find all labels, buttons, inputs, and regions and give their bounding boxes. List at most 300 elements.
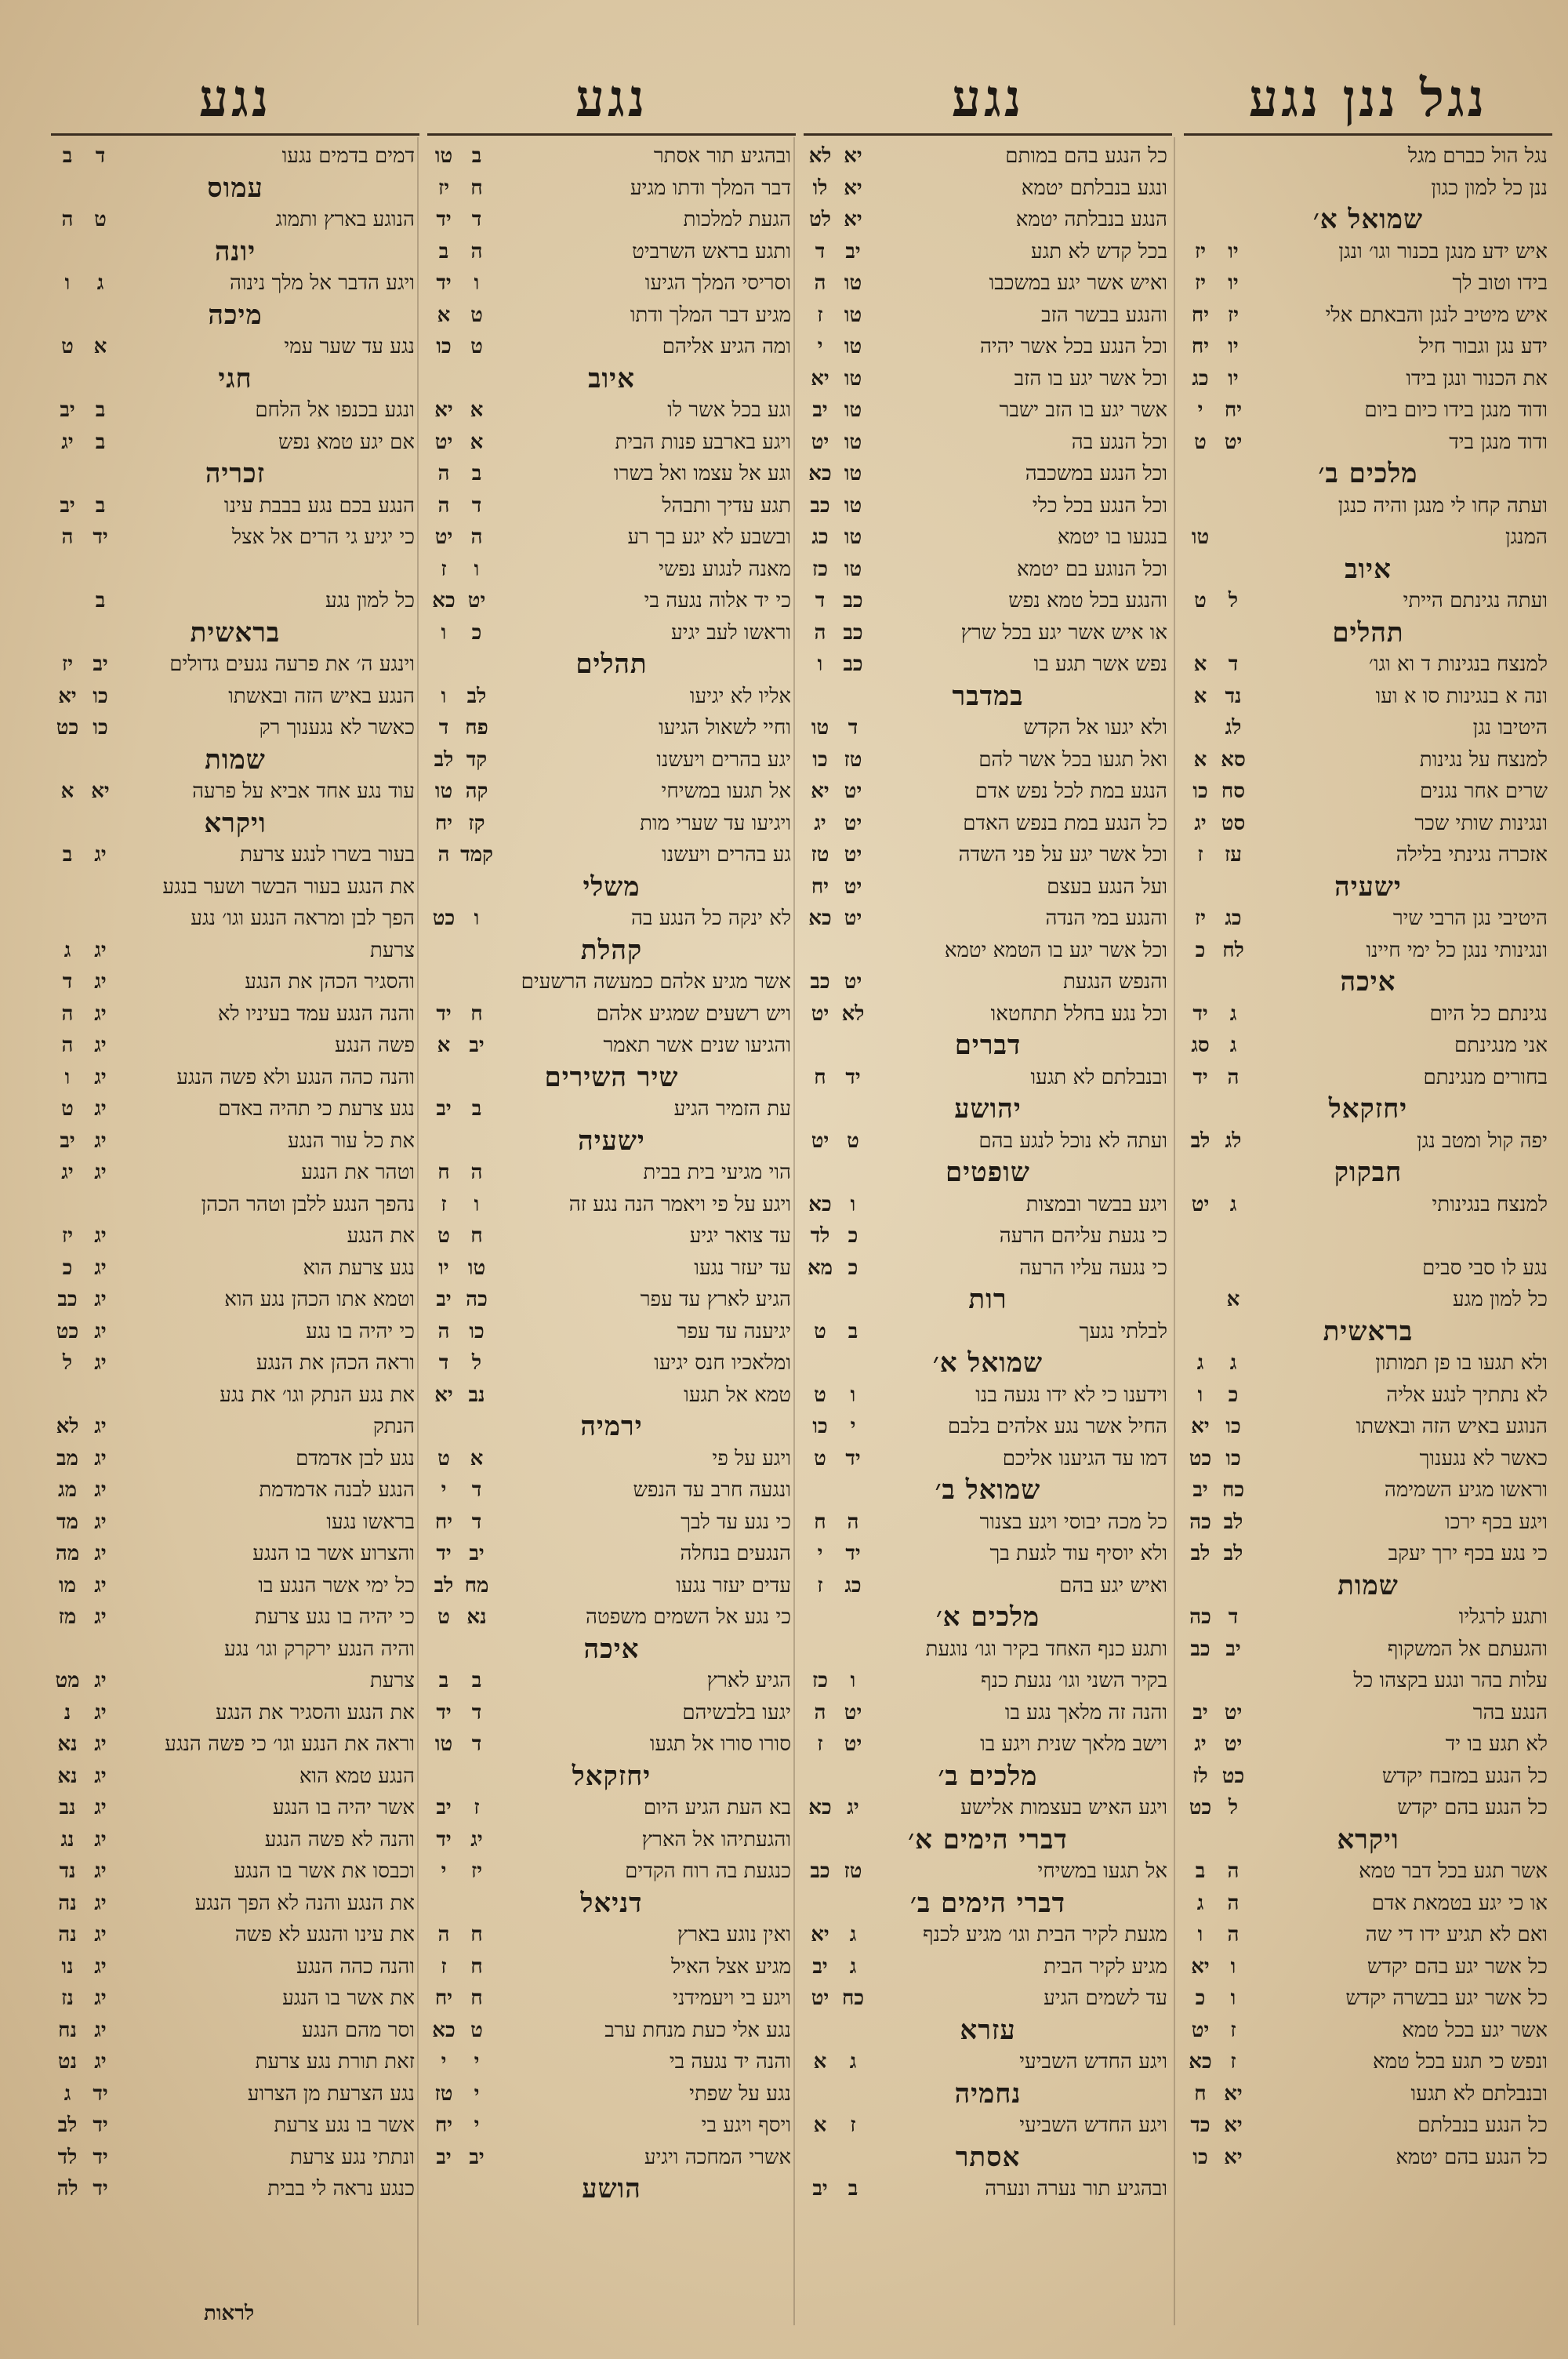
concordance-entry [1184, 1888, 1552, 1920]
verse-number: כג [811, 525, 829, 549]
verse-number: ה [437, 462, 450, 485]
chapter-number: ח [470, 1923, 483, 1946]
chapter-number: כח [841, 1986, 865, 2010]
concordance-entry [51, 935, 419, 967]
verse-number: ה [61, 525, 74, 549]
chapter-number: ד [471, 493, 482, 518]
entry-text: והנה כהה הנגע ולא פשה הנגע [176, 1065, 415, 1089]
chapter-number: ד [1228, 652, 1239, 676]
concordance-entry [427, 1347, 796, 1379]
chapter-number: ה [470, 239, 483, 264]
concordance-entry [51, 712, 419, 744]
entry-text: והנה הנגע עמד בעיניו לא [217, 1001, 415, 1026]
chapter-number: יג [94, 1161, 107, 1184]
verse-number: יב [60, 493, 75, 518]
concordance-entry [1184, 1697, 1552, 1729]
book-heading: קהלת [580, 934, 643, 966]
verse-number: נא [57, 1764, 78, 1788]
verse-number: כא [808, 462, 832, 485]
concordance-entry [427, 1507, 796, 1539]
verse-number: ב [438, 239, 449, 264]
concordance-entry [51, 394, 419, 427]
verse-number: כה [1189, 1605, 1211, 1629]
entry-text: וכל הנגע בכל אשר יהיה [979, 335, 1167, 358]
verse-number: יא [434, 1383, 453, 1407]
entry-text: כאשר לא נגענוך רק [259, 716, 415, 740]
verse-number: יד [436, 1700, 452, 1725]
entry-text: יגיענה עד עפר [677, 1319, 791, 1343]
entry-text: הנגע באיש הזה ובאשתו [228, 684, 415, 708]
entry-text: כי נגע בכף ירך יעקב [1388, 1542, 1548, 1565]
verse-number: כז [812, 1669, 828, 1692]
chapter-number: ל [471, 1351, 482, 1375]
chapter-number: ב [95, 430, 106, 454]
entry-text: את כל עור הנגע [288, 1129, 415, 1153]
concordance-entry [427, 267, 796, 300]
book-heading: זכריה [205, 458, 266, 489]
verse-number: ט [61, 1097, 74, 1121]
verse-number: יט [811, 1129, 829, 1153]
concordance-entry [804, 1379, 1172, 1412]
entry-text: ונגע בנבלתם יטמא [1021, 176, 1167, 200]
chapter-number: יט [1224, 1732, 1243, 1756]
concordance-entry [1184, 998, 1552, 1030]
entry-text: מגיע לקיר הבית [1044, 1954, 1167, 1979]
entry-text: ולא יוסיף עוד לגעת בך [989, 1542, 1167, 1565]
entry-text: וגע אל עצמו ואל בשרו [614, 462, 791, 485]
entry-text: ויגע בכף ירכו [1445, 1510, 1548, 1534]
verse-number: א [813, 2050, 827, 2074]
concordance-entry [51, 2173, 419, 2205]
concordance-entry [1184, 1443, 1552, 1475]
entry-text: ונה א בנגינות סו א ועו [1375, 684, 1548, 708]
concordance-entry [804, 267, 1172, 300]
entry-text: לבלתי נגעך [1079, 1319, 1167, 1343]
entry-text: ובהגיע תור נערה ונערה [985, 2177, 1167, 2201]
concordance-entry [1184, 808, 1552, 840]
entry-text: את הנגע בעור הבשר ושער בנגע [162, 874, 415, 899]
concordance-entry [804, 458, 1172, 490]
concordance-entry [1184, 1538, 1552, 1570]
verse-number: ח [814, 1510, 826, 1534]
concordance-entry [804, 2173, 1172, 2205]
chapter-number: ב [471, 144, 482, 168]
concordance-entry [1184, 776, 1552, 808]
chapter-number: כב [843, 652, 863, 676]
chapter-number: כו [93, 716, 108, 740]
concordance-entry [51, 522, 419, 554]
concordance-entry [51, 903, 419, 935]
entry-text: הנגעים בנחלה [680, 1542, 791, 1565]
concordance-entry [804, 712, 1172, 744]
entry-text: ונגע בכנפו אל הלחם [255, 398, 415, 422]
verse-number: יד [1192, 1001, 1208, 1026]
chapter-number: יט [467, 589, 486, 612]
chapter-number: יג [94, 1923, 107, 1946]
concordance-entry [1184, 140, 1552, 173]
entry-text: כל הנגע בהם יטמא [1396, 2145, 1548, 2169]
chapter-number: יב [469, 1034, 485, 1057]
chapter-number: יט [844, 1700, 862, 1725]
entry-text: דמים בדמים נגעו [281, 144, 415, 168]
entry-text: כל אשר יגע בהם יקדש [1367, 1954, 1548, 1979]
entry-text: אליו לא יגיעו [689, 684, 791, 708]
entry-text: אשר יגע בכל טמא [1402, 2018, 1548, 2042]
entry-text: והנגע במי הנדה [1045, 907, 1167, 930]
verse-number: ה [61, 1001, 74, 1026]
concordance-entry [427, 1538, 796, 1570]
chapter-number: ב [471, 462, 482, 485]
verse-number: נ [64, 1700, 71, 1725]
chapter-number: א [1226, 1288, 1240, 1311]
concordance-entry [427, 1856, 796, 1888]
entry-text: ויגע החדש השביעי [1019, 2050, 1167, 2074]
chapter-number: י [850, 1415, 856, 1438]
concordance-entry [51, 1824, 419, 1856]
entry-text: והגעתיהו אל הארץ [641, 1827, 791, 1852]
entry-text: ומה הגיע אליהם [662, 335, 791, 358]
concordance-entry [51, 1252, 419, 1285]
verse-number: א [1193, 652, 1207, 676]
chapter-number: יג [94, 938, 107, 962]
verse-number: לא [808, 144, 832, 168]
verse-number: ד [815, 239, 826, 264]
chapter-number: סט [1221, 811, 1246, 835]
verse-number: טז [434, 2081, 453, 2106]
chapter-number: ב [95, 493, 106, 518]
concordance-entry [1184, 1189, 1552, 1221]
entry-text: עוד נגע אחד אביא על פרעה [192, 780, 415, 803]
verse-number: נג [60, 1827, 74, 1852]
chapter-number: יג [94, 1001, 107, 1026]
verse-number: ה [437, 1923, 450, 1946]
verse-number: ט [814, 1446, 826, 1470]
entry-text: עת הזמיר הגיע [673, 1097, 791, 1121]
entry-text: ויגע בי ויעמידני [673, 1986, 791, 2010]
concordance-entry [427, 1252, 796, 1285]
entry-text: כנגע נראה לי בבית [267, 2177, 415, 2201]
entry-text: ואיש אשר יגע במשכבו [989, 271, 1167, 295]
entry-text: איש ידע מנגן בכנור וגו׳ ונגן [1338, 239, 1548, 264]
book-heading: שיר השירים [544, 1061, 679, 1093]
entry-text: והנגע בכל טמא נפש [1008, 589, 1167, 612]
verse-number: י [817, 335, 823, 358]
entry-text: ועתה לא נוכל לנגע בהם [978, 1129, 1167, 1153]
entry-text: וראה את הנגע וגו׳ כי פשה הנגע [165, 1732, 415, 1756]
book-heading: איכה [583, 1633, 640, 1665]
chapter-number: ט [94, 208, 107, 231]
chapter-number: טו [844, 430, 862, 454]
verse-number: ז [441, 1954, 447, 1979]
chapter-number: סא [1221, 747, 1246, 772]
chapter-number: ב [95, 398, 106, 422]
concordance-entry [51, 1474, 419, 1507]
concordance-entry [51, 871, 419, 903]
chapter-number: ו [474, 271, 480, 295]
verse-number: יב [1192, 1700, 1208, 1725]
verse-number: ג [1196, 1891, 1204, 1915]
verse-number: יא [1191, 1415, 1210, 1438]
concordance-entry [1184, 1125, 1552, 1158]
verse-number: לד [810, 1224, 830, 1248]
concordance-entry [427, 1284, 796, 1316]
entry-text: כל למון מגע [1453, 1288, 1548, 1311]
verse-number: ה [814, 620, 826, 645]
concordance-entry [427, 681, 796, 713]
verse-number: לט [809, 208, 831, 231]
concordance-entry [427, 554, 796, 586]
verse-number: ט [437, 1446, 450, 1470]
entry-text: ונפש כי תגע בכל טמא [1373, 2050, 1548, 2074]
book-heading: ישעיה [1334, 871, 1402, 903]
chapter-number: יג [94, 1319, 107, 1343]
chapter-number: כ [848, 1256, 858, 1280]
verse-number: י [441, 2050, 447, 2074]
entry-text: ונתתי נגע צרעת [290, 2145, 415, 2169]
verse-number: כט [56, 716, 79, 740]
concordance-entry [427, 300, 796, 332]
entry-text: את אשר בו הנגע [282, 1986, 415, 2010]
entry-text: כי נגעה עליו הרעה [1019, 1256, 1167, 1280]
concordance-entry [804, 776, 1172, 808]
entry-text: ונגינות שותי שכר [1414, 811, 1548, 835]
verse-number: יד [436, 1001, 452, 1026]
entry-text: ויגע בארבע פנות הבית [615, 430, 791, 454]
concordance-entry [804, 1919, 1172, 1951]
entry-text: אזכרה נגינתי בלילה [1396, 843, 1548, 867]
concordance-entry [804, 140, 1172, 173]
entry-text: וראשו מגיע השמימה [1384, 1478, 1548, 1502]
entry-text: ועל הנגע בעצם [1047, 874, 1167, 899]
concordance-entry [804, 1665, 1172, 1697]
entry-text: טמא אל תגעו [684, 1383, 791, 1407]
entry-text: נגל הול כברם מגל [1407, 144, 1548, 168]
chapter-number: כו [469, 1319, 485, 1343]
entry-text: הנוגע באיש הזה ובאשתו [1356, 1415, 1548, 1438]
entry-text: ואין נוגע בארץ [677, 1923, 791, 1946]
entry-text: נגע צרעת הוא [303, 1256, 415, 1280]
verse-number: יא [58, 684, 77, 708]
chapter-number: יג [94, 1256, 107, 1280]
concordance-entry [427, 1093, 796, 1125]
entry-text: תגע עדיך ותבהל [662, 493, 791, 518]
chapter-number: ד [471, 1510, 482, 1534]
book-heading: עזרא [960, 2014, 1016, 2046]
verse-number: א [1193, 684, 1207, 708]
entry-text: סורו סורו אל תגעו [649, 1732, 791, 1756]
verse-number: נו [61, 1954, 74, 1979]
concordance-entry [427, 1220, 796, 1252]
entry-text: בקיר השני וגו׳ נגעת כנף [981, 1669, 1167, 1692]
verse-number: כו [812, 1415, 828, 1438]
concordance-entry [51, 1220, 419, 1252]
concordance-entry [804, 744, 1172, 776]
entry-text: מגעת לקיר הבית וגו׳ מגיע לכנף [923, 1923, 1167, 1946]
verse-number: לד [57, 2145, 78, 2169]
verse-number: יט [434, 430, 453, 454]
entry-text: ידע נגן וגבור חיל [1418, 335, 1548, 358]
chapter-number: כ [1228, 1383, 1239, 1407]
book-heading: דניאל [580, 1887, 643, 1919]
chapter-number: יג [94, 1446, 107, 1470]
entry-text: ובשבע לא יגע בך רע [627, 525, 791, 549]
verse-number: י [1197, 398, 1203, 422]
chapter-number: ב [848, 1319, 858, 1343]
book-heading: רות [968, 1284, 1007, 1315]
concordance-entry [1184, 427, 1552, 459]
chapter-number: יא [844, 176, 862, 200]
entry-text: לא נתתיך לנגע אליה [1386, 1383, 1548, 1407]
entry-text: וכל הנוגע בם יטמא [1017, 557, 1167, 581]
chapter-number: ד [471, 1700, 482, 1725]
entry-text: נגע הצרעת מן הצרוע [247, 2081, 415, 2106]
chapter-number: א [470, 1446, 484, 1470]
verse-number: כ [1195, 938, 1206, 962]
concordance-entry [804, 2110, 1172, 2142]
verse-number: מב [56, 1446, 78, 1470]
concordance-entry [1184, 839, 1552, 871]
entry-text: וכל אשר יגע בו הזב [1014, 366, 1167, 391]
chapter-number: יג [94, 1669, 107, 1692]
chapter-number: יו [1228, 366, 1239, 391]
verse-number: ב [438, 1669, 449, 1692]
chapter-number: י [474, 2050, 480, 2074]
entry-text: ועתה קחו לי מנגן והיה כנגן [1338, 493, 1548, 518]
chapter-number: יד [845, 1542, 861, 1565]
concordance-entry [1184, 2142, 1552, 2174]
concordance-entry [804, 903, 1172, 935]
concordance-entry [427, 1951, 796, 1983]
verse-number: נא [57, 1732, 78, 1756]
entry-text: למנצח בנגינותי [1432, 1192, 1548, 1216]
chapter-number: יג [94, 970, 107, 994]
book-heading: שמות [205, 743, 266, 776]
concordance-entry [427, 522, 796, 554]
concordance-entry [1184, 394, 1552, 427]
chapter-number: נב [468, 1383, 485, 1407]
verse-number: כט [1189, 1796, 1212, 1819]
entry-text: כל הנגע במת בנפש האדם [963, 811, 1167, 835]
entry-text: נגע לו סבי סבים [1422, 1256, 1548, 1280]
concordance-entry [804, 1220, 1172, 1252]
concordance-entry [1184, 649, 1552, 681]
entry-text: וכל נגע בחלל תתחטאו [990, 1001, 1167, 1026]
concordance-entry [1184, 236, 1552, 268]
book-heading: מלכים ב׳ [1318, 458, 1418, 489]
chapter-number: ד [471, 208, 482, 231]
concordance-entry [804, 649, 1172, 681]
concordance-entry [51, 1728, 419, 1761]
chapter-number: כח [1221, 1478, 1245, 1502]
chapter-number: יג [94, 1700, 107, 1725]
verse-number: יא [811, 780, 829, 803]
entry-text: המנגן [1504, 525, 1548, 549]
entry-text: ותגע לרגליו [1458, 1605, 1548, 1629]
chapter-number: כה [466, 1288, 488, 1311]
book-heading: חגי [218, 362, 252, 394]
verse-number: יג [61, 1161, 74, 1184]
verse-number: כא [808, 1192, 832, 1216]
concordance-entry [1184, 1983, 1552, 2015]
entry-text: עד יעזר נגעו [694, 1256, 791, 1280]
verse-number: כא [808, 907, 832, 930]
entry-text: וסר מהם הנגע [301, 2018, 415, 2042]
chapter-number: טו [844, 335, 862, 358]
verse-number: יז [1194, 907, 1207, 930]
verse-number: ה [61, 1034, 74, 1057]
verse-number: ז [1197, 843, 1203, 867]
column-header: נגע [51, 63, 419, 136]
entry-text: ואיש יגע בהם [1059, 1573, 1167, 1598]
verse-number: מד [56, 1510, 78, 1534]
book-heading: דברי הימים א׳ [908, 1823, 1068, 1856]
chapter-number: יד [93, 2145, 108, 2169]
chapter-number: ה [1227, 1923, 1240, 1946]
entry-text: וסריסי המלך הגיעו [644, 271, 791, 295]
chapter-number: יט [1224, 430, 1243, 454]
entry-text: כי נגע עד לבך [681, 1510, 791, 1534]
chapter-number: ל [1228, 589, 1239, 612]
entry-text: אל תגעו במשיחי [661, 780, 791, 803]
concordance-entry [51, 1983, 419, 2015]
entry-text: יגעו בלבשיהם [682, 1700, 791, 1725]
entry-text: נגע על שפתי [689, 2081, 791, 2106]
entry-text: או כי יגע בטמאת אדם [1371, 1891, 1548, 1915]
concordance-entry [51, 2015, 419, 2047]
chapter-number: ג [1229, 1351, 1237, 1375]
chapter-number: ה [1227, 1891, 1240, 1915]
verse-number: ה [437, 843, 450, 867]
verse-number: כה [1189, 1510, 1211, 1534]
chapter-number: יג [94, 1478, 107, 1502]
concordance-entry [427, 1443, 796, 1475]
entry-text: ובהגיע תור אסתר [653, 144, 791, 168]
entry-text: כל הנגע בנבלתם [1417, 2114, 1548, 2137]
entry-text: והגעתם אל המשקוף [1387, 1637, 1548, 1661]
concordance-entry [427, 2078, 796, 2110]
concordance-entry [1184, 1792, 1552, 1824]
concordance-entry [427, 490, 796, 522]
concordance-entry [1184, 1411, 1552, 1443]
chapter-number: יא [1224, 2081, 1243, 2106]
book-heading: חבקוק [1334, 1157, 1403, 1188]
concordance-entry [51, 1093, 419, 1125]
verse-number: א [1193, 747, 1207, 772]
verse-number: כו [812, 747, 828, 772]
entry-text: ועתה נגינתם הייתי [1403, 589, 1548, 612]
verse-number: לז [1192, 1764, 1208, 1788]
entry-text: ואל תגעו בכל אשר להם [978, 747, 1167, 772]
verse-number: ג [64, 2081, 71, 2106]
verse-number: מו [58, 1573, 77, 1598]
verse-number: כג [1192, 366, 1209, 391]
concordance-entry [427, 839, 796, 871]
chapter-number: כט [1221, 1764, 1245, 1788]
entry-text: אשר בו נגע צרעת [274, 2114, 415, 2137]
chapter-number: יו [1228, 271, 1239, 295]
column-header: נגע [804, 63, 1172, 136]
book-heading: דברי הימים ב׳ [909, 1887, 1066, 1919]
chapter-number: יג [94, 1542, 107, 1565]
chapter-number: יג [94, 1764, 107, 1788]
chapter-number: יח [1224, 398, 1243, 422]
concordance-entry [51, 267, 419, 300]
entry-text: ויגע האיש בעצמות אלישע [960, 1796, 1167, 1819]
concordance-entry [804, 1697, 1172, 1729]
entry-text: מגיע אצל האיל [671, 1954, 791, 1979]
chapter-number: יא [1224, 2145, 1243, 2169]
concordance-entry [427, 1379, 796, 1412]
